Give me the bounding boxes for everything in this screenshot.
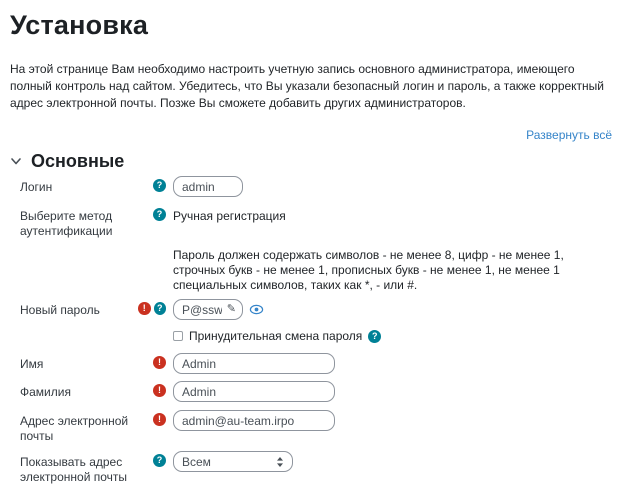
pencil-icon: ✎ [226, 303, 236, 315]
required-icon: ! [138, 302, 151, 315]
required-icon: ! [153, 413, 166, 426]
expand-all-link[interactable]: Развернуть всё [526, 128, 612, 142]
row-email [10, 410, 614, 444]
intro-text: На этой странице Вам необходимо настроить учетную запись основного администратора, имеющего полный контроль над сайтом. Убедитесь, что Вы указали безопасный логин и пароль, а также корректный адрес электронной почты. Позже Вы сможете добавить других администраторов. [10, 62, 604, 110]
help-icon[interactable]: ? [153, 179, 166, 192]
email-visibility-label: Показывать адрес электронной почты [20, 455, 128, 484]
auth-method-label: Выберите метод аутентификации [20, 209, 113, 238]
new-password-label: Новый пароль [20, 303, 100, 317]
row-password-hint [10, 246, 614, 293]
help-icon[interactable]: ? [153, 454, 166, 467]
email-visibility-selected-value: Всем [182, 454, 211, 469]
page-title: Установка [10, 10, 149, 40]
row-email-visibility [10, 451, 614, 485]
row-firstname [10, 353, 614, 374]
help-icon[interactable]: ? [153, 208, 166, 221]
row-auth-method [10, 205, 614, 239]
auth-method-value: Ручная регистрация [173, 209, 286, 223]
section-title: Основные [31, 150, 125, 171]
help-icon[interactable]: ? [154, 302, 167, 315]
new-password-input[interactable] [173, 299, 243, 320]
required-icon: ! [153, 356, 166, 369]
section-header-basic[interactable] [10, 149, 614, 173]
lastname-label: Фамилия [20, 385, 71, 399]
password-requirements-text: Пароль должен содержать символов - не менее 8, цифр - не менее 1, строчных букв - не менее 1, прописных букв - не менее 1, не менее 1 специальных символов, таких как *, - или #. [173, 248, 564, 292]
row-lastname [10, 381, 614, 402]
unmask-password-eye-icon[interactable] [249, 303, 264, 316]
email-visibility-select[interactable] [173, 451, 293, 472]
lastname-input[interactable] [173, 381, 335, 402]
firstname-input[interactable] [173, 353, 335, 374]
email-input[interactable] [173, 410, 335, 431]
admin-account-form [10, 176, 614, 485]
row-login [10, 176, 614, 197]
select-updown-icon [276, 456, 284, 468]
required-icon: ! [153, 384, 166, 397]
firstname-label: Имя [20, 357, 44, 371]
help-icon[interactable]: ? [368, 330, 381, 343]
row-new-password [10, 299, 614, 320]
row-force-password-change [10, 328, 614, 343]
force-password-change-checkbox[interactable] [173, 331, 183, 341]
chevron-down-icon [10, 155, 22, 167]
login-label: Логин [20, 180, 53, 194]
expand-all-row [10, 126, 614, 144]
force-password-change-label[interactable]: Принудительная смена пароля [189, 329, 363, 343]
email-label: Адрес электронной почты [20, 414, 129, 443]
login-input[interactable] [173, 176, 243, 197]
